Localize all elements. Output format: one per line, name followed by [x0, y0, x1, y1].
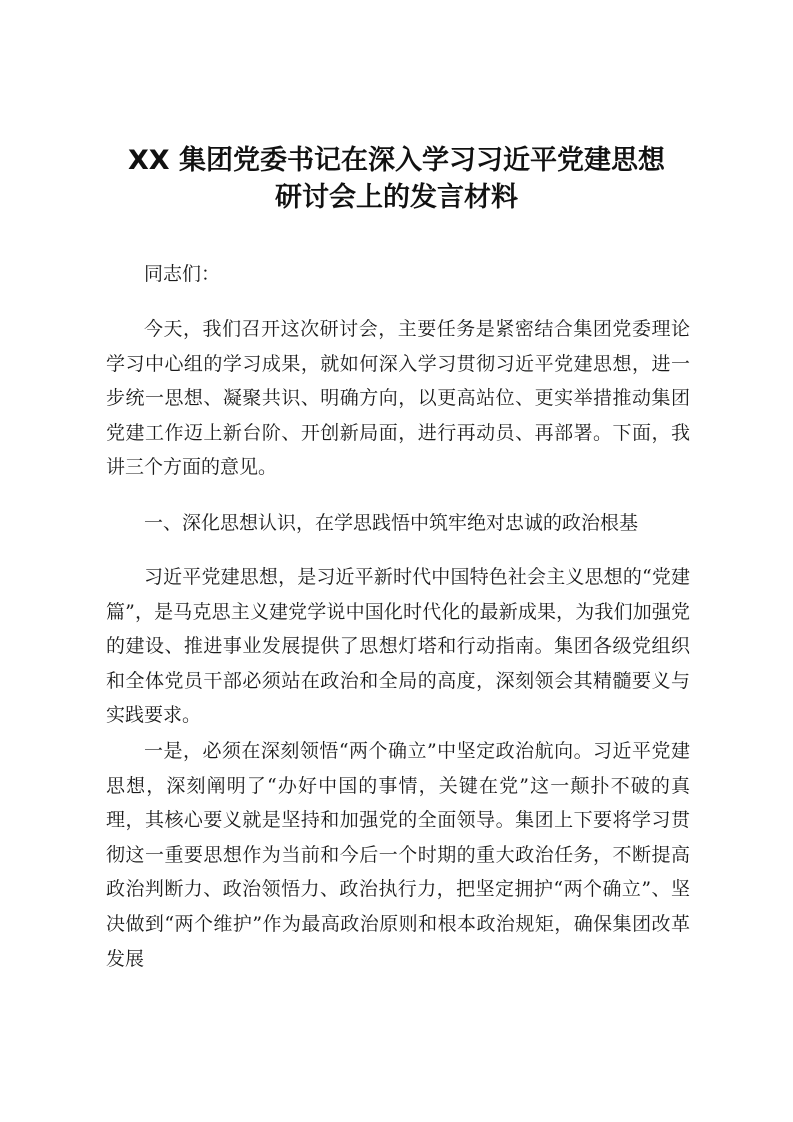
- section-heading-1: 一、深化思想认识，在学思践悟中筑牢绝对忠诚的政治根基: [144, 512, 639, 534]
- paragraph-body-2: 一是，必须在深刻领悟“两个确立”中坚定政治航向。习近平党建思想，深刻阐明了“办好中国的事情，关键在党”这一颠扑不破的真理，其核心要义就是坚持和加强党的全面领导。集团上下要将学习贯彻这一重要思想作为当前和今后一个时期的重大政治任务，不断提高政治判断力、政治领悟力、政治执行力，把坚定拥护“两个确立”、坚决做到“两个维护”作为最高政治原则和根本政治规矩，确保集团改革发展: [106, 740, 690, 970]
- greeting: 同志们：: [144, 263, 221, 285]
- document-title-line-2: 研讨会上的发言材料: [275, 182, 518, 213]
- document-title-line-1: XX 集团党委书记在深入学习习近平党建思想: [127, 145, 666, 176]
- paragraph-intro: 今天，我们召开这次研讨会，主要任务是紧密结合集团党委理论学习中心组的学习成果，就如何深入学习贯彻习近平党建思想，进一步统一思想、凝聚共识、明确方向，以更高站位、更实举措推动集团党建工作迈上新台阶、开创新局面，进行再动员、再部署。下面，我讲三个方面的意见。: [106, 318, 690, 479]
- paragraph-body-1: 习近平党建思想，是习近平新时代中国特色社会主义思想的“党建篇”，是马克思主义建党学说中国化时代化的最新成果，为我们加强党的建设、推进事业发展提供了思想灯塔和行动指南。集团各级党组织和全体党员干部必须站在政治和全局的高度，深刻领会其精髓要义与实践要求。: [106, 566, 690, 727]
